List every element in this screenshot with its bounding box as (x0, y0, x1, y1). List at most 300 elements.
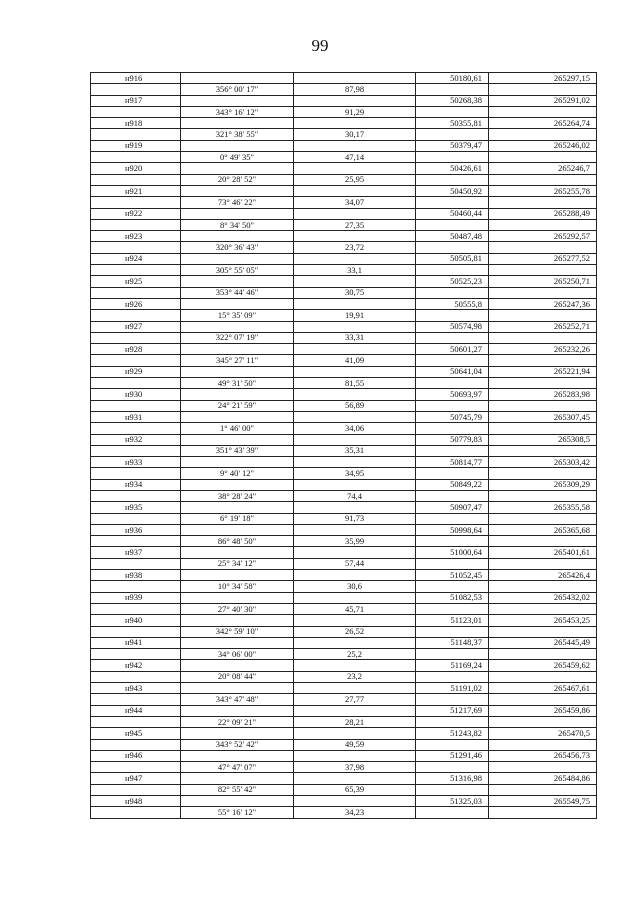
x-coordinate-cell: 50460,44 (416, 208, 489, 219)
segment-row (91, 603, 597, 614)
point-name-cell: н933 (91, 457, 181, 468)
x-coordinate-cell-empty (416, 490, 489, 501)
point-row (91, 389, 597, 400)
distance-cell-empty (294, 73, 416, 84)
distance-cell-empty (294, 208, 416, 219)
direction-angle-cell: 351° 43' 39" (181, 445, 294, 456)
y-coordinate-cell: 265456,73 (489, 750, 597, 761)
point-name-cell: н920 (91, 163, 181, 174)
x-coordinate-cell: 51316,98 (416, 773, 489, 784)
x-coordinate-cell-empty (416, 310, 489, 321)
y-coordinate-cell: 265307,45 (489, 411, 597, 422)
x-coordinate-cell: 50574,98 (416, 321, 489, 332)
x-coordinate-cell: 51291,46 (416, 750, 489, 761)
angle-cell-empty (181, 457, 294, 468)
point-name-cell-empty (91, 784, 181, 795)
angle-cell-empty (181, 73, 294, 84)
y-coordinate-cell: 265264,74 (489, 118, 597, 129)
x-coordinate-cell: 50641,04 (416, 366, 489, 377)
distance-cell: 87,98 (294, 84, 416, 95)
y-coordinate-cell-empty (489, 490, 597, 501)
x-coordinate-cell: 51123,01 (416, 615, 489, 626)
y-coordinate-cell-empty (489, 219, 597, 230)
direction-angle-cell: 20° 08' 44" (181, 671, 294, 682)
y-coordinate-cell: 265459,62 (489, 660, 597, 671)
x-coordinate-cell: 50180,61 (416, 73, 489, 84)
y-coordinate-cell-empty (489, 739, 597, 750)
point-name-cell-empty (91, 129, 181, 140)
x-coordinate-cell-empty (416, 694, 489, 705)
direction-angle-cell: 25° 34' 12" (181, 558, 294, 569)
angle-cell-empty (181, 683, 294, 694)
point-name-cell-empty (91, 694, 181, 705)
point-name-cell: н916 (91, 73, 181, 84)
x-coordinate-cell-empty (416, 400, 489, 411)
distance-cell: 33,1 (294, 265, 416, 276)
segment-row (91, 490, 597, 501)
angle-cell-empty (181, 728, 294, 739)
angle-cell-empty (181, 502, 294, 513)
angle-cell-empty (181, 660, 294, 671)
angle-cell-empty (181, 185, 294, 196)
x-coordinate-cell: 50379,47 (416, 140, 489, 151)
distance-cell: 74,4 (294, 490, 416, 501)
x-coordinate-cell: 51191,02 (416, 683, 489, 694)
distance-cell: 27,77 (294, 694, 416, 705)
x-coordinate-cell: 51169,24 (416, 660, 489, 671)
angle-cell-empty (181, 253, 294, 264)
point-row (91, 660, 597, 671)
point-row (91, 502, 597, 513)
point-name-cell: н936 (91, 524, 181, 535)
x-coordinate-cell: 50268,38 (416, 95, 489, 106)
point-name-cell: н938 (91, 570, 181, 581)
point-name-cell-empty (91, 671, 181, 682)
distance-cell-empty (294, 683, 416, 694)
direction-angle-cell: 1° 46' 00" (181, 423, 294, 434)
angle-cell-empty (181, 95, 294, 106)
point-row (91, 592, 597, 603)
distance-cell-empty (294, 140, 416, 151)
direction-angle-cell: 49° 31' 50" (181, 378, 294, 389)
y-coordinate-cell-empty (489, 603, 597, 614)
distance-cell-empty (294, 163, 416, 174)
distance-cell: 30,17 (294, 129, 416, 140)
x-coordinate-cell-empty (416, 152, 489, 163)
point-name-cell: н931 (91, 411, 181, 422)
distance-cell-empty (294, 434, 416, 445)
direction-angle-cell: 345° 27' 11" (181, 355, 294, 366)
x-coordinate-cell: 50814,77 (416, 457, 489, 468)
distance-cell: 81,55 (294, 378, 416, 389)
point-row (91, 366, 597, 377)
point-name-cell: н934 (91, 479, 181, 490)
x-coordinate-cell: 51243,82 (416, 728, 489, 739)
x-coordinate-cell-empty (416, 265, 489, 276)
segment-row (91, 174, 597, 185)
segment-row (91, 219, 597, 230)
y-coordinate-cell: 265250,71 (489, 276, 597, 287)
point-row (91, 683, 597, 694)
y-coordinate-cell-empty (489, 716, 597, 727)
point-row (91, 253, 597, 264)
distance-cell-empty (294, 389, 416, 400)
direction-angle-cell: 22° 09' 21" (181, 716, 294, 727)
distance-cell-empty (294, 344, 416, 355)
distance-cell-empty (294, 479, 416, 490)
y-coordinate-cell: 265246,02 (489, 140, 597, 151)
y-coordinate-cell-empty (489, 265, 597, 276)
direction-angle-cell: 55° 16' 12" (181, 807, 294, 818)
distance-cell-empty (294, 185, 416, 196)
y-coordinate-cell-empty (489, 400, 597, 411)
direction-angle-cell: 86° 48' 50" (181, 536, 294, 547)
y-coordinate-cell: 265459,86 (489, 705, 597, 716)
point-name-cell-empty (91, 558, 181, 569)
y-coordinate-cell-empty (489, 649, 597, 660)
point-row (91, 615, 597, 626)
y-coordinate-cell-empty (489, 762, 597, 773)
y-coordinate-cell-empty (489, 784, 597, 795)
angle-cell-empty (181, 389, 294, 400)
distance-cell: 26,52 (294, 626, 416, 637)
segment-row (91, 197, 597, 208)
x-coordinate-cell: 51148,37 (416, 637, 489, 648)
angle-cell-empty (181, 208, 294, 219)
point-name-cell: н927 (91, 321, 181, 332)
y-coordinate-cell: 265365,68 (489, 524, 597, 535)
point-name-cell-empty (91, 626, 181, 637)
angle-cell-empty (181, 321, 294, 332)
direction-angle-cell: 24° 21' 59" (181, 400, 294, 411)
segment-row (91, 423, 597, 434)
point-name-cell-empty (91, 445, 181, 456)
x-coordinate-cell-empty (416, 423, 489, 434)
y-coordinate-cell-empty (489, 310, 597, 321)
point-name-cell: н947 (91, 773, 181, 784)
distance-cell: 34,95 (294, 468, 416, 479)
point-name-cell: н945 (91, 728, 181, 739)
x-coordinate-cell: 50601,27 (416, 344, 489, 355)
point-name-cell: н925 (91, 276, 181, 287)
point-name-cell-empty (91, 197, 181, 208)
point-row (91, 524, 597, 535)
segment-row (91, 287, 597, 298)
x-coordinate-cell: 50426,61 (416, 163, 489, 174)
point-name-cell: н946 (91, 750, 181, 761)
page-number: 99 (311, 36, 329, 55)
segment-row (91, 242, 597, 253)
y-coordinate-cell-empty (489, 581, 597, 592)
y-coordinate-cell-empty (489, 174, 597, 185)
point-name-cell: н922 (91, 208, 181, 219)
point-name-cell-empty (91, 378, 181, 389)
distance-cell: 19,91 (294, 310, 416, 321)
point-row (91, 570, 597, 581)
angle-cell-empty (181, 773, 294, 784)
point-name-cell: н926 (91, 298, 181, 309)
point-row (91, 434, 597, 445)
point-row (91, 163, 597, 174)
point-row (91, 140, 597, 151)
direction-angle-cell: 27° 40' 30" (181, 603, 294, 614)
distance-cell: 30,75 (294, 287, 416, 298)
direction-angle-cell: 47° 47' 07" (181, 762, 294, 773)
point-name-cell: н923 (91, 231, 181, 242)
direction-angle-cell: 15° 35' 09" (181, 310, 294, 321)
angle-cell-empty (181, 615, 294, 626)
coordinates-table-body (91, 73, 597, 819)
segment-row (91, 400, 597, 411)
distance-cell: 35,31 (294, 445, 416, 456)
angle-cell-empty (181, 570, 294, 581)
direction-angle-cell: 38° 28' 24" (181, 490, 294, 501)
x-coordinate-cell: 51325,03 (416, 796, 489, 807)
direction-angle-cell: 321° 38' 55" (181, 129, 294, 140)
point-name-cell-empty (91, 807, 181, 818)
point-name-cell: н921 (91, 185, 181, 196)
point-name-cell: н937 (91, 547, 181, 558)
x-coordinate-cell: 50998,64 (416, 524, 489, 535)
y-coordinate-cell-empty (489, 129, 597, 140)
point-row (91, 185, 597, 196)
x-coordinate-cell-empty (416, 807, 489, 818)
y-coordinate-cell-empty (489, 468, 597, 479)
distance-cell: 23,72 (294, 242, 416, 253)
direction-angle-cell: 8° 34' 50" (181, 219, 294, 230)
x-coordinate-cell: 50525,23 (416, 276, 489, 287)
x-coordinate-cell-empty (416, 106, 489, 117)
direction-angle-cell: 82° 55' 42" (181, 784, 294, 795)
point-row (91, 457, 597, 468)
distance-cell-empty (294, 524, 416, 535)
point-name-cell-empty (91, 310, 181, 321)
point-name-cell-empty (91, 355, 181, 366)
point-row (91, 231, 597, 242)
coordinates-table (90, 72, 597, 819)
x-coordinate-cell: 50505,81 (416, 253, 489, 264)
x-coordinate-cell: 50355,81 (416, 118, 489, 129)
point-row (91, 773, 597, 784)
y-coordinate-cell-empty (489, 513, 597, 524)
distance-cell-empty (294, 592, 416, 603)
y-coordinate-cell: 265549,75 (489, 796, 597, 807)
y-coordinate-cell: 265303,42 (489, 457, 597, 468)
distance-cell-empty (294, 773, 416, 784)
point-name-cell-empty (91, 152, 181, 163)
point-name-cell: н940 (91, 615, 181, 626)
point-row (91, 637, 597, 648)
distance-cell: 47,14 (294, 152, 416, 163)
direction-angle-cell: 343° 47' 48" (181, 694, 294, 705)
y-coordinate-cell-empty (489, 558, 597, 569)
y-coordinate-cell: 265255,78 (489, 185, 597, 196)
angle-cell-empty (181, 796, 294, 807)
y-coordinate-cell: 265283,98 (489, 389, 597, 400)
point-name-cell-empty (91, 536, 181, 547)
point-row (91, 411, 597, 422)
point-name-cell-empty (91, 603, 181, 614)
y-coordinate-cell: 265247,36 (489, 298, 597, 309)
point-name-cell-empty (91, 716, 181, 727)
angle-cell-empty (181, 344, 294, 355)
y-coordinate-cell-empty (489, 378, 597, 389)
x-coordinate-cell: 51217,69 (416, 705, 489, 716)
distance-cell-empty (294, 660, 416, 671)
y-coordinate-cell-empty (489, 807, 597, 818)
point-row (91, 479, 597, 490)
x-coordinate-cell-empty (416, 671, 489, 682)
distance-cell-empty (294, 411, 416, 422)
point-row (91, 118, 597, 129)
y-coordinate-cell: 265309,29 (489, 479, 597, 490)
segment-row (91, 784, 597, 795)
distance-cell-empty (294, 615, 416, 626)
x-coordinate-cell-empty (416, 84, 489, 95)
y-coordinate-cell: 265467,61 (489, 683, 597, 694)
distance-cell: 91,73 (294, 513, 416, 524)
point-row (91, 276, 597, 287)
direction-angle-cell: 342° 59' 10" (181, 626, 294, 637)
point-row (91, 95, 597, 106)
angle-cell-empty (181, 231, 294, 242)
segment-row (91, 310, 597, 321)
y-coordinate-cell: 265277,52 (489, 253, 597, 264)
x-coordinate-cell-empty (416, 513, 489, 524)
x-coordinate-cell-empty (416, 242, 489, 253)
y-coordinate-cell-empty (489, 197, 597, 208)
distance-cell-empty (294, 118, 416, 129)
y-coordinate-cell-empty (489, 84, 597, 95)
distance-cell: 37,98 (294, 762, 416, 773)
y-coordinate-cell: 265246,7 (489, 163, 597, 174)
distance-cell: 49,59 (294, 739, 416, 750)
distance-cell: 28,21 (294, 716, 416, 727)
x-coordinate-cell-empty (416, 581, 489, 592)
distance-cell-empty (294, 637, 416, 648)
x-coordinate-cell: 51052,45 (416, 570, 489, 581)
distance-cell-empty (294, 570, 416, 581)
point-row (91, 728, 597, 739)
distance-cell-empty (294, 750, 416, 761)
distance-cell-empty (294, 366, 416, 377)
direction-angle-cell: 9° 40' 12" (181, 468, 294, 479)
point-name-cell-empty (91, 400, 181, 411)
x-coordinate-cell-empty (416, 468, 489, 479)
point-row (91, 796, 597, 807)
point-name-cell-empty (91, 581, 181, 592)
distance-cell-empty (294, 276, 416, 287)
point-name-cell-empty (91, 106, 181, 117)
point-name-cell: н941 (91, 637, 181, 648)
angle-cell-empty (181, 298, 294, 309)
segment-row (91, 106, 597, 117)
x-coordinate-cell: 50849,22 (416, 479, 489, 490)
point-name-cell: н942 (91, 660, 181, 671)
x-coordinate-cell-empty (416, 287, 489, 298)
distance-cell: 45,71 (294, 603, 416, 614)
segment-row (91, 355, 597, 366)
x-coordinate-cell-empty (416, 784, 489, 795)
y-coordinate-cell-empty (489, 242, 597, 253)
segment-row (91, 739, 597, 750)
point-name-cell-empty (91, 513, 181, 524)
y-coordinate-cell-empty (489, 332, 597, 343)
point-name-cell: н919 (91, 140, 181, 151)
point-name-cell-empty (91, 242, 181, 253)
x-coordinate-cell-empty (416, 219, 489, 230)
x-coordinate-cell-empty (416, 716, 489, 727)
x-coordinate-cell-empty (416, 739, 489, 750)
angle-cell-empty (181, 163, 294, 174)
distance-cell: 27,35 (294, 219, 416, 230)
point-name-cell: н939 (91, 592, 181, 603)
distance-cell: 56,89 (294, 400, 416, 411)
angle-cell-empty (181, 479, 294, 490)
y-coordinate-cell: 265232,26 (489, 344, 597, 355)
angle-cell-empty (181, 547, 294, 558)
direction-angle-cell: 10° 34' 58" (181, 581, 294, 592)
segment-row (91, 513, 597, 524)
point-name-cell: н924 (91, 253, 181, 264)
x-coordinate-cell-empty (416, 603, 489, 614)
segment-row (91, 581, 597, 592)
x-coordinate-cell: 50555,8 (416, 298, 489, 309)
y-coordinate-cell: 265401,61 (489, 547, 597, 558)
point-name-cell: н948 (91, 796, 181, 807)
angle-cell-empty (181, 705, 294, 716)
distance-cell-empty (294, 298, 416, 309)
y-coordinate-cell-empty (489, 355, 597, 366)
angle-cell-empty (181, 140, 294, 151)
x-coordinate-cell: 50450,92 (416, 185, 489, 196)
y-coordinate-cell-empty (489, 671, 597, 682)
distance-cell-empty (294, 321, 416, 332)
y-coordinate-cell: 265252,71 (489, 321, 597, 332)
y-coordinate-cell-empty (489, 694, 597, 705)
y-coordinate-cell: 265221,94 (489, 366, 597, 377)
distance-cell-empty (294, 95, 416, 106)
direction-angle-cell: 322° 07' 19" (181, 332, 294, 343)
angle-cell-empty (181, 118, 294, 129)
distance-cell: 25,2 (294, 649, 416, 660)
point-name-cell: н929 (91, 366, 181, 377)
point-name-cell-empty (91, 332, 181, 343)
point-row (91, 321, 597, 332)
direction-angle-cell: 34° 06' 00" (181, 649, 294, 660)
x-coordinate-cell: 50745,79 (416, 411, 489, 422)
point-row (91, 705, 597, 716)
distance-cell: 65,39 (294, 784, 416, 795)
direction-angle-cell: 320° 36' 43" (181, 242, 294, 253)
x-coordinate-cell-empty (416, 197, 489, 208)
x-coordinate-cell: 51082,53 (416, 592, 489, 603)
direction-angle-cell: 305° 55' 05" (181, 265, 294, 276)
direction-angle-cell: 6° 19' 18" (181, 513, 294, 524)
x-coordinate-cell-empty (416, 378, 489, 389)
point-name-cell-empty (91, 739, 181, 750)
y-coordinate-cell: 265308,5 (489, 434, 597, 445)
angle-cell-empty (181, 366, 294, 377)
x-coordinate-cell-empty (416, 626, 489, 637)
point-name-cell-empty (91, 468, 181, 479)
distance-cell: 34,06 (294, 423, 416, 434)
x-coordinate-cell-empty (416, 355, 489, 366)
x-coordinate-cell-empty (416, 332, 489, 343)
segment-row (91, 152, 597, 163)
distance-cell: 57,44 (294, 558, 416, 569)
y-coordinate-cell: 265292,57 (489, 231, 597, 242)
